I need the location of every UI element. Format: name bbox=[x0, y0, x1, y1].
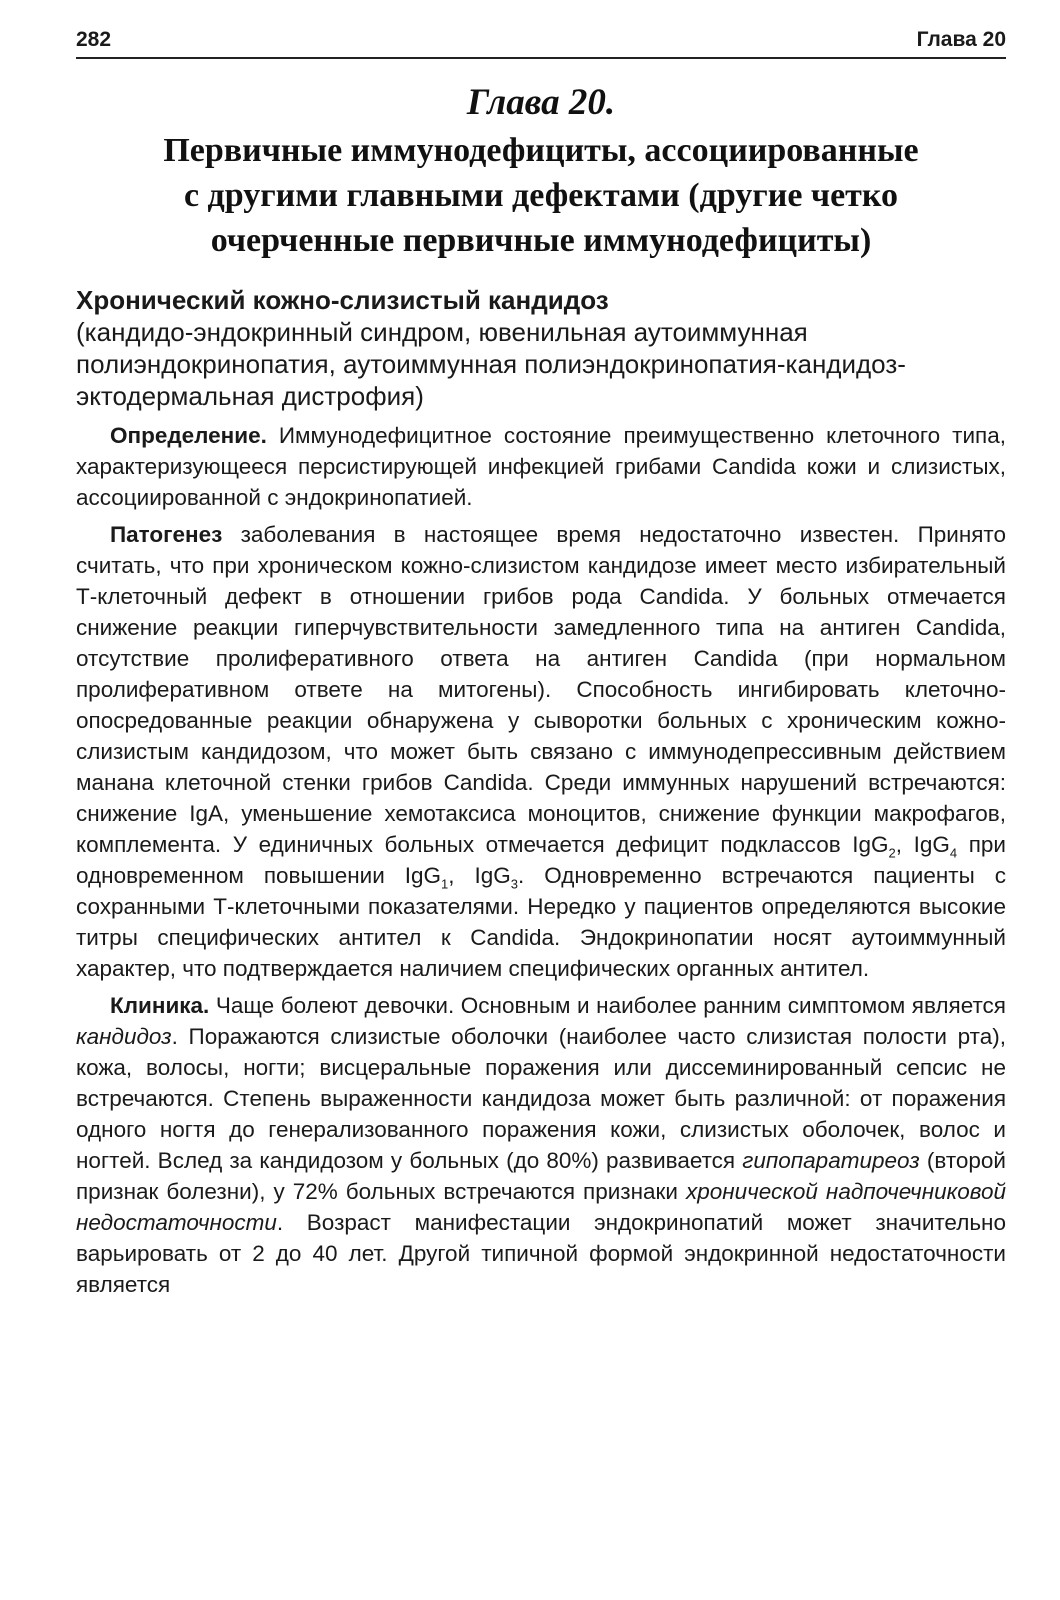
clinic-italic-term: кандидоз bbox=[76, 1024, 172, 1049]
separator: , bbox=[895, 832, 914, 857]
igg-term: IgG bbox=[404, 863, 442, 888]
igg-term: IgG bbox=[474, 863, 511, 888]
clinic-text-c: (второй признак болезни), у 72% больных встречаются признаки bbox=[76, 1148, 1006, 1204]
pathogenesis-text-a: заболевания в настоящее время недостаточно известен. Принято считать, что при хроническом кожно-слизистом кандидозе имеет место избирательный Т-клеточный дефект в отношении грибов рода Candida. У больных отмечается снижение реакции гиперчувствительности замедленного типа на антиген Candida, отсутствие пролиферативного ответа на антиген Candida (при нормальном пролиферативном ответе на митогены). Способность ингибировать клеточно-опосредованные реакции обнаружена у сыворотки больных с хроническим кожно-слизистым кандидозом, что может быть связано с иммунодепрессивным действием манана клеточной стенки грибов Candida. Среди иммунных нарушений встречаются: снижение IgA, уменьшение хемотаксиса моноцитов, снижение функции макрофагов, комплемента. У единичных больных отмечается дефицит подклассов bbox=[76, 522, 1006, 857]
definition-paragraph bbox=[76, 420, 1006, 513]
running-title: Глава 20 bbox=[916, 28, 1006, 51]
chapter-title bbox=[76, 78, 1006, 263]
definition-text: Иммунодефицитное состояние преимущественно клеточного типа, характеризующееся персистирующей инфекцией грибами Candida кожи и слизистых, ассоциированной с эндокринопатией. bbox=[76, 423, 1006, 510]
chapter-number: Глава 20. bbox=[466, 82, 616, 123]
pathogenesis-text-c: . Одновременно встречаются пациенты с сохранными Т-клеточными показателями. Нередко у пациентов определяются высокие титры специфических антител к Candida. Эндокринопатии носят аутоиммунный характер, что подтверждается наличием специфических органных антител. bbox=[76, 863, 1006, 981]
chapter-heading-line-1: Первичные иммунодефициты, ассоциированные bbox=[163, 132, 919, 169]
clinic-text-d: . Возраст манифестации эндокринопатий может значительно варьировать от 2 до 40 лет. Другой типичной формой эндокринной недостаточности является bbox=[76, 1210, 1006, 1297]
clinic-text-b: . Поражаются слизистые оболочки (наиболее часто слизистая полости рта), кожа, волосы, ногти; висцеральные поражения или диссеминированный сепсис не встречаются. Степень выраженности кандидоза может быть различной: от поражения одного ногтя до генерализованного поражения кожи, слизистых оболочек, волос и ногтей. Вслед за кандидозом у больных (до 80%) развивается bbox=[76, 1024, 1006, 1173]
definition-label: Определение. bbox=[110, 423, 267, 448]
section-body bbox=[76, 284, 1006, 1306]
pathogenesis-paragraph bbox=[76, 519, 1006, 984]
section-heading: Хронический кожно-слизистый кандидоз bbox=[76, 285, 609, 315]
clinic-paragraph bbox=[76, 990, 1006, 1300]
chapter-heading-line-2: с другими главными дефектами (другие четко bbox=[183, 177, 899, 214]
clinic-text-a: Чаще болеют девочки. Основным и наиболее ранним симптомом является bbox=[209, 993, 1006, 1018]
clinic-italic-term: хронической надпочечниковой недостаточности bbox=[76, 1179, 1006, 1235]
clinic-italic-term: гипопаратиреоз bbox=[742, 1148, 920, 1173]
clinic-label: Клиника. bbox=[110, 993, 210, 1018]
igg-term: IgG bbox=[852, 832, 889, 857]
pathogenesis-label: Патогенез bbox=[110, 522, 223, 547]
igg-subscript: 3 bbox=[510, 876, 519, 892]
pathogenesis-text-b: при одновременном повышении bbox=[76, 832, 1006, 888]
page-number: 282 bbox=[76, 28, 112, 51]
chapter-heading-line-3: очерченные первичные иммунодефициты) bbox=[210, 222, 872, 259]
igg-term: IgG bbox=[913, 832, 950, 857]
section-subheading: (кандидо-эндокринный синдром, ювенильная аутоиммунная полиэндокринопатия, аутоиммунная полиэндокринопатия-кандидоз-эктодермальная дистрофия) bbox=[76, 317, 906, 411]
igg-subscript: 1 bbox=[441, 876, 449, 892]
igg-subscript: 2 bbox=[888, 845, 896, 861]
running-header bbox=[76, 18, 1006, 59]
separator: , bbox=[448, 863, 475, 888]
igg-subscript: 4 bbox=[949, 845, 958, 861]
